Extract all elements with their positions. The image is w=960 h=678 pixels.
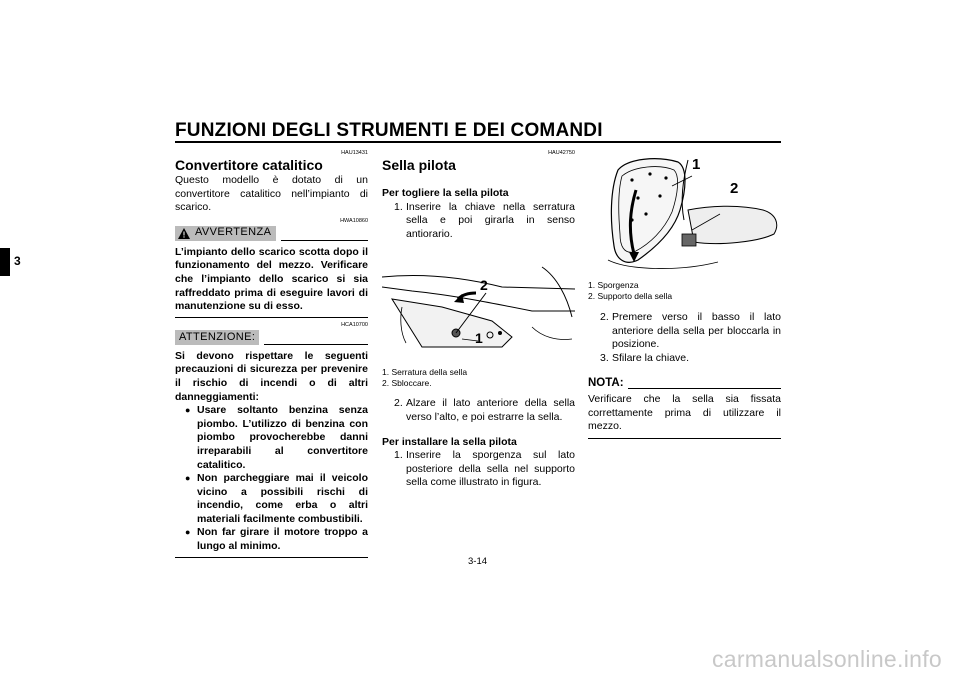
section-title-seat: Sella pilota — [382, 157, 456, 173]
column-seat-install — [588, 150, 781, 439]
page-number: 3-14 — [468, 556, 488, 567]
step-insert-key: 1. Inserire la chiave nella serratura sella e poi girarla in senso antiorario. — [394, 200, 575, 240]
page-title: FUNZIONI DEGLI STRUMENTI E DEI COMANDI — [175, 120, 603, 141]
figure-callout-2: 2 — [730, 180, 739, 197]
caution-code: HCA10700 — [341, 321, 368, 328]
figure-caption-2: 2. Sbloccare. — [382, 378, 432, 389]
note-header — [588, 377, 781, 391]
warning-triangle-icon — [178, 228, 190, 239]
figure-caption-1: 1. Sporgenza — [588, 280, 639, 290]
caution-badge: ATTENZIONE: — [175, 330, 259, 345]
column-seat-removal — [382, 150, 575, 490]
watermark: carmanualsonline.info — [711, 646, 942, 672]
warning-label: AVVERTENZA — [195, 226, 272, 239]
subheading-remove-seat: Per togliere la sella pilota — [382, 187, 509, 199]
step-remove-key: 3. Sfilare la chiave. — [600, 351, 690, 364]
section-code: HAU13431 — [341, 150, 368, 156]
note-end-rule — [588, 438, 781, 439]
caution-bullet: ● Non parcheggiare mai il veicolo vicino a possibili rischi di incendio, come erba o altri materiali facilmente combustibili. — [185, 472, 368, 525]
figure-seat-holder — [588, 150, 781, 276]
step-press-seat: 2. Premere verso il basso il lato anteriore della sella per bloccarla in posizione. — [600, 311, 781, 351]
header-rule — [175, 141, 781, 143]
warning-text: L’impianto dello scarico scotta dopo il funzionamento del mezzo. Verificare che l’impianto dello scarico si sia raffreddato prima di eseguire lavori di manutenzione su di esso. — [175, 245, 368, 313]
section-code: HAU42750 — [548, 150, 575, 156]
bullet-icon: ● — [185, 405, 191, 416]
column-catalytic-converter — [175, 150, 368, 558]
warning-rule — [281, 240, 368, 241]
subheading-install-seat: Per installare la sella pilota — [382, 435, 517, 448]
figure-seat-lock — [382, 247, 575, 367]
caution-header — [175, 330, 368, 345]
caution-rule — [264, 344, 368, 345]
figure-callout-1: 1 — [692, 156, 701, 173]
bullet-icon: ● — [185, 527, 191, 538]
bullet-icon: ● — [185, 473, 191, 484]
note-rule — [628, 388, 781, 389]
seat-holder-illustration — [588, 150, 781, 276]
note-text: Verificare che la sella sia fissata correttamente prima di utilizzare il mezzo. — [588, 392, 781, 433]
caution-bullet: ● Usare soltanto benzina senza piombo. L’utilizzo di benzina con piombo provocherebbe danni irreparabili al convertitore catalitico. — [185, 404, 368, 471]
note-label: NOTA: — [588, 377, 624, 390]
warning-badge — [175, 226, 276, 241]
intro-text: Questo modello è dotato di un convertitore catalitico nell’impianto di scarico. — [175, 174, 368, 214]
section-title-catalytic: Convertitore catalitico — [175, 157, 323, 173]
chapter-number: 3 — [14, 254, 21, 268]
figure-callout-2: 2 — [480, 277, 488, 294]
step-lift-seat: 2. Alzare il lato anteriore della sella verso l’alto, e poi estrarre la sella. — [394, 397, 575, 423]
caution-bullet: ● Non far girare il motore troppo a lungo al minimo. — [185, 526, 368, 553]
figure-caption-2: 2. Supporto della sella — [588, 291, 673, 301]
warning-code: HWA10860 — [340, 217, 368, 224]
figure-callout-1: 1 — [475, 330, 483, 347]
warning-end-rule — [175, 317, 368, 318]
chapter-tab — [0, 248, 10, 276]
step-insert-projection: 1. Inserire la sporgenza sul lato posteriore della sella nel supporto sella come illustrato in figura. — [394, 449, 575, 489]
figure-caption-1: 1. Serratura della sella — [382, 367, 468, 378]
caution-text: Si devono rispettare le seguenti precauzioni di sicurezza per prevenire il rischio di incendi o di altri danneggiamenti: — [175, 349, 368, 403]
caution-end-rule — [175, 557, 368, 558]
warning-header — [175, 226, 368, 241]
seat-lock-illustration — [382, 247, 575, 367]
